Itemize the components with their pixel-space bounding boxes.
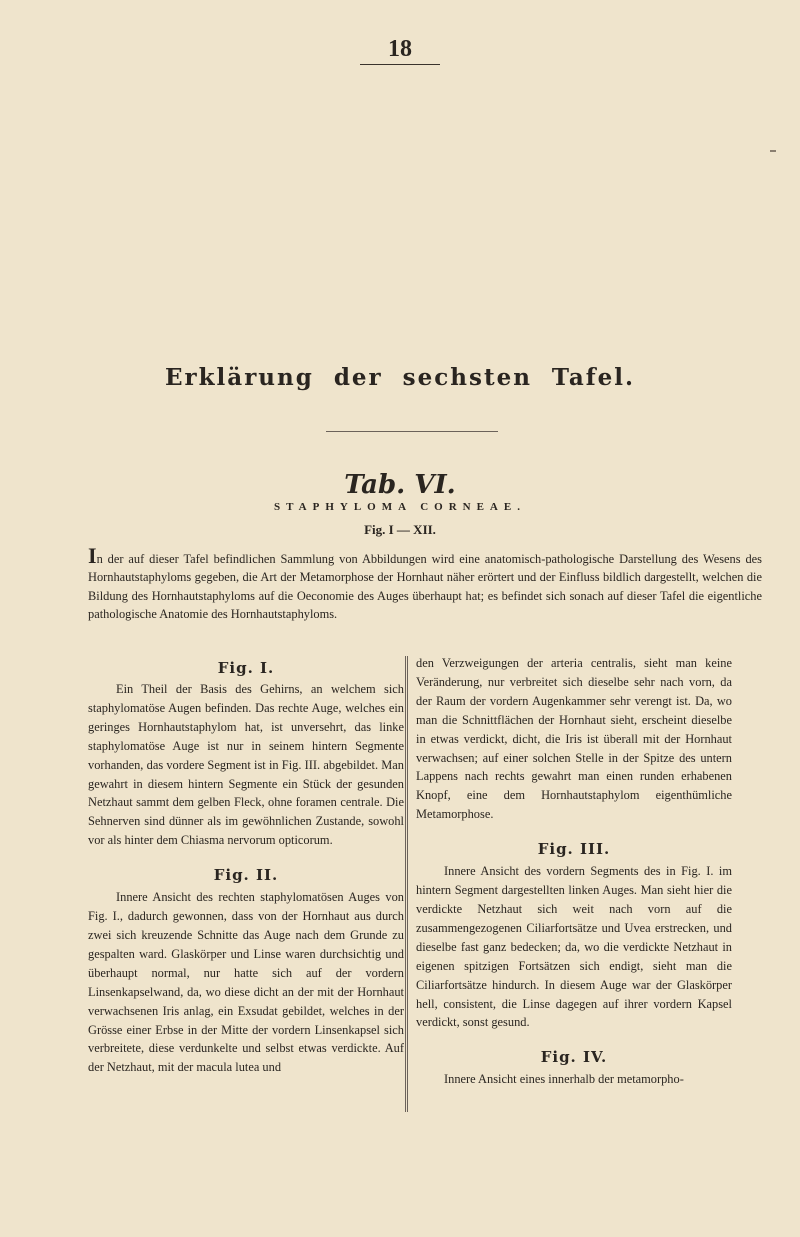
intro-text: n der auf dieser Tafel befindlichen Sammlung von Abbildungen wird eine anatomisch-pathologische Darstellung des Wesens des Hornhautstaphyloms gegeben, die Art der Metamorphose der Hornhaut näher erörtert und der Einfluss bildlich dargestellt, welchen die Bildung des Hornhautstaphyloms auf die Oeconomie des Auges überhaupt hat; es befindet sich sonach auf dieser Tafel die eigentliche pathologische Anatomie des Hornhautstaphyloms. bbox=[88, 552, 762, 621]
fig-3-heading: Fig. III. bbox=[537, 840, 611, 859]
fig-4-text: Innere Ansicht eines innerhalb der metamorpho- bbox=[444, 1072, 684, 1087]
fig-1-text: Ein Theil der Basis des Gehirns, an welchem sich staphylomatöse Augen befinden. Das rechte Auge, welches ein geringes Hornhautstaphylom hat, ist unversehrt, das linke staphylomatöse Auge ist nur in seinem hintern Segmente vorhanden, das vordere Segment ist in Fig. III. abgebildet. Man gewahrt in diesem hintern Segmente ein Stück der gesunden Netzhaut sammt dem gelben Fleck, ohne foramen centrale. Die Sehnerven sind dünner als im gewöhnlichen Zustande, sowohl vor als hinter dem Chiasma nervorum opticorum. bbox=[88, 682, 404, 848]
title-rule bbox=[326, 431, 498, 432]
fig-3-text: Innere Ansicht des vordern Segments des in Fig. I. im hintern Segment dargestellten linken Auges. Man sieht hier die verdickte Netzhaut sich weit nach vorn auf die zusammengezogenen Ciliarfortsätze und Uvea erstrecken, und dieselbe fast ganz bedecken; da, wo die verdickte Netzhaut in eigenen spitzigen Fortsätzen sich endigt, sieht man die Ciliarfortsätze hindurch. In diesem Auge war der Glaskörper hell, consistent, die Linse dagegen auf ihrer vordern Kapsel verdickt, sonst gesund. bbox=[416, 864, 732, 1030]
tab-subtitle: STAPHYLOMA CORNEAE. bbox=[274, 501, 526, 513]
left-column bbox=[88, 654, 404, 1077]
fig-4-heading: Fig. IV. bbox=[540, 1048, 608, 1067]
fig-1-heading: Fig. I. bbox=[217, 659, 275, 677]
right-column bbox=[416, 654, 732, 1089]
page-title: Erklärung der sechsten Tafel. bbox=[164, 364, 636, 391]
margin-mark bbox=[770, 150, 776, 152]
page-number-rule bbox=[360, 64, 440, 65]
intro-paragraph bbox=[88, 543, 762, 623]
fig-2-continued-text: den Verzweigungen der arteria centralis, sieht man keine Veränderung, nur verbreitet sich dieselbe sehr nach vorn, da der Raum der vordern Augenkammer sehr verengt ist. Da, wo man die Schnittflächen der Hornhaut sieht, erscheint dieselbe in etwas verdickt, dicht, die Iris ist überall mit der Hornhaut verwachsen; auf einer solchen Stelle in der Spitze des untern Lappens nach rechts gewahrt man einen runden erhabenen Knopf, eine dem Hornhautstaphylom eigenthümliche Metamorphose. bbox=[416, 656, 732, 822]
tab-figure-range: Fig. I — XII. bbox=[364, 522, 436, 537]
fig-2-text: Innere Ansicht des rechten staphylomatösen Auges von Fig. I., dadurch gewonnen, dass von der Hornhaut aus durch zwei sich kreuzende Schnitte das Auge nach dem Grunde zu gespalten ward. Glaskörper und Linse waren durchsichtig und überhaupt normal, nur hatte sich auf der vordern Linsenkapselwand, da, wo diese dicht an der mit der Hornhaut verwachsenen Iris anlag, ein Exsudat gebildet, welches in der Grösse einer Erbse in der Mitte der vordern Linsenkapsel sich verbreitete, diese verdunkelte und selbst etwas verdickte. Auf der Netzhaut, mit der macula lutea und bbox=[88, 890, 404, 1075]
intro-dropcap: I bbox=[88, 543, 97, 568]
fig-2-heading: Fig. II. bbox=[213, 866, 279, 885]
page-number: 18 bbox=[388, 36, 412, 62]
tab-heading: Tab. VI. bbox=[344, 470, 456, 500]
column-divider bbox=[405, 656, 408, 1112]
